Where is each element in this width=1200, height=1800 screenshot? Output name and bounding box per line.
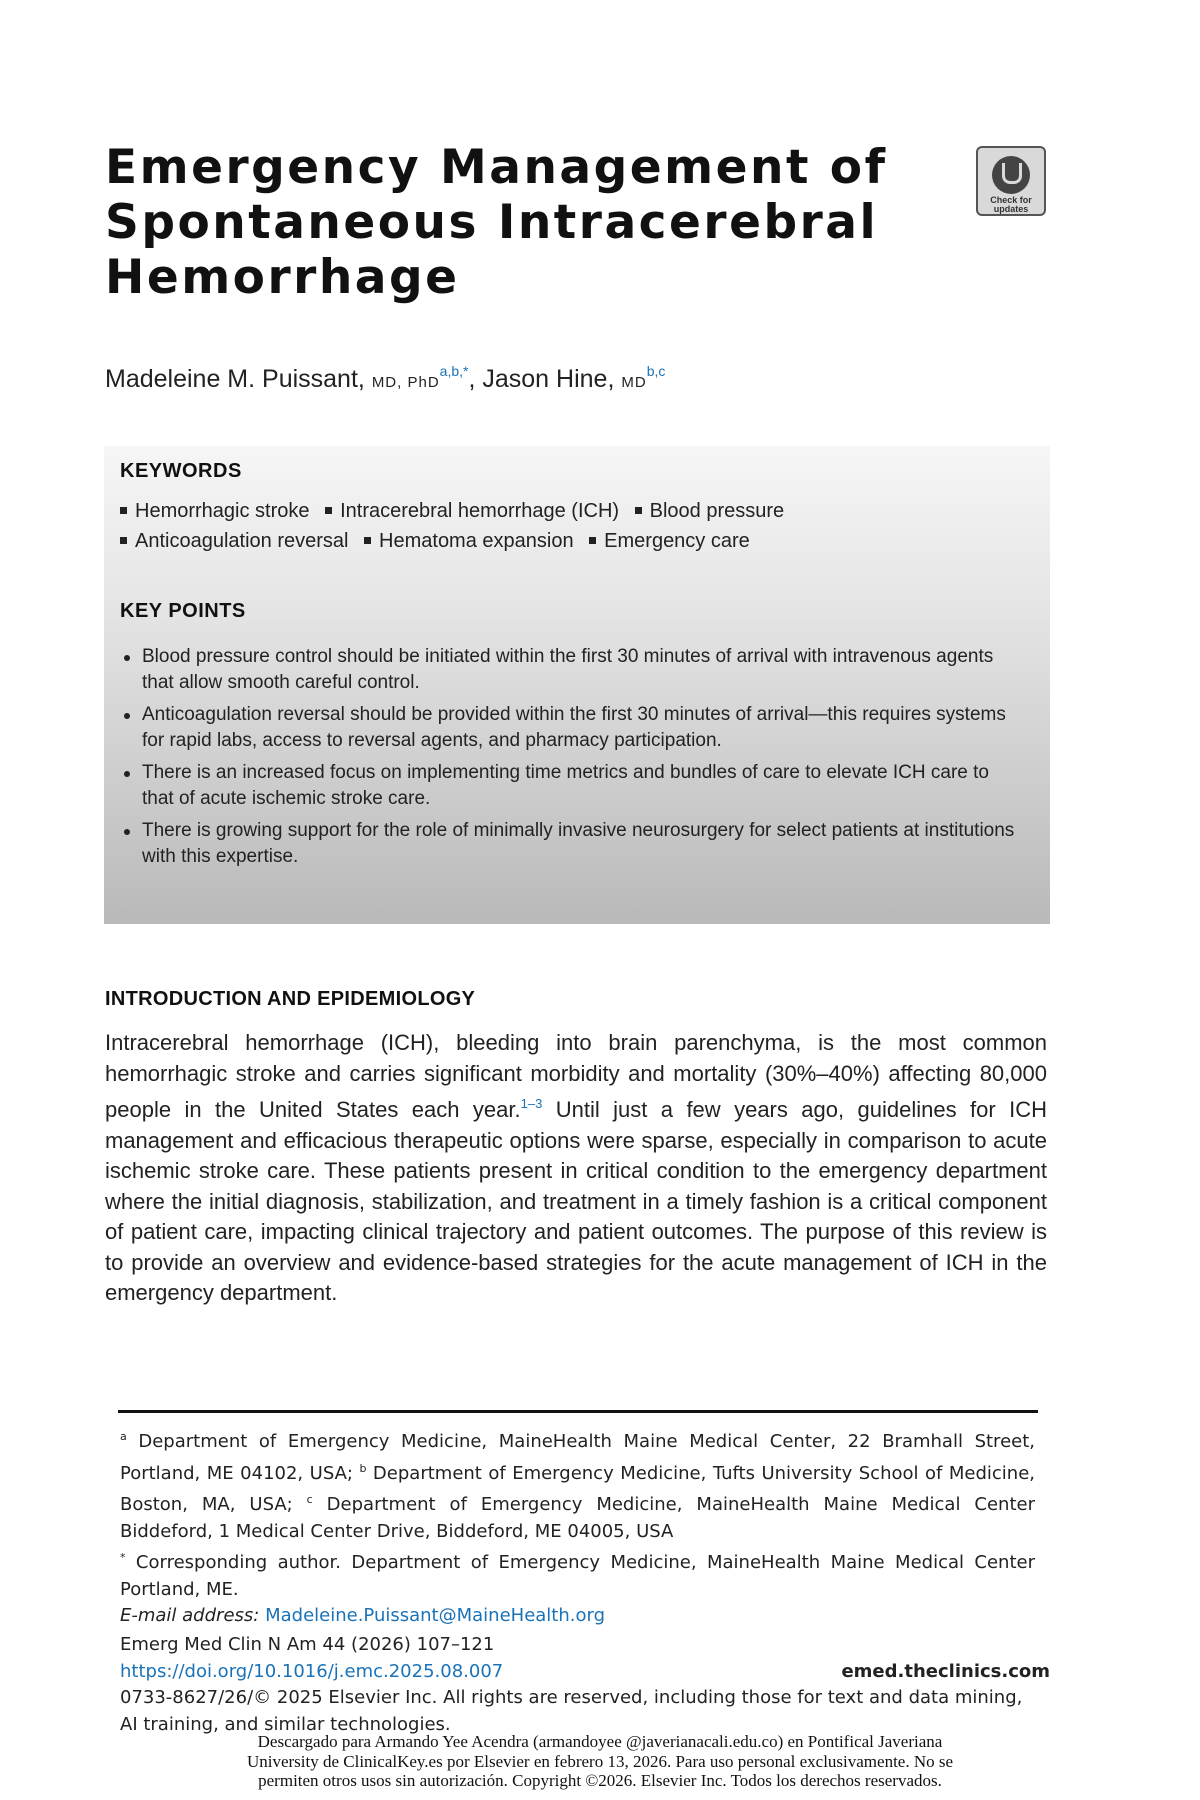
copyright-line: 0733-8627/26/© 2025 Elsevier Inc. All rights are reserved, including those for text and data mining,	[120, 1687, 1023, 1708]
journal-citation: Emerg Med Clin N Am 44 (2026) 107–121	[120, 1634, 495, 1655]
citation-block	[120, 1632, 1050, 1738]
author-affiliation-link[interactable]: b,c	[646, 363, 666, 379]
keywords-line	[120, 530, 760, 553]
key-point: There is an increased focus on implementing time metrics and bundles of care to elevate ICH care to that of acute ischemic stroke care.	[120, 760, 1020, 812]
crossmark-icon	[992, 156, 1030, 194]
author-degree: MD, PhD	[371, 374, 440, 391]
footnote-mark: *	[120, 1551, 126, 1564]
doi-link[interactable]: https://doi.org/10.1016/j.emc.2025.08.007	[120, 1660, 504, 1682]
keyword: Hemorrhagic stroke	[135, 500, 310, 522]
corresponding-author	[120, 1545, 1035, 1603]
keywords-keypoints-box	[104, 446, 1050, 924]
corresponding-text: Corresponding author. Department of Emergency Medicine, MaineHealth Maine Medical Center Portland, ME.	[120, 1552, 1035, 1600]
intro-text: Intracerebral hemorrhage (ICH), bleeding into brain parenchyma, is the most common hemorrhagic stroke and carries significant morbidity and mortality (30%–40%) affecting 80,000 people in the United States each year.	[105, 1030, 1047, 1122]
author-name: Jason Hine,	[482, 365, 615, 393]
keyword: Intracerebral hemorrhage (ICH)	[340, 500, 620, 522]
keyword: Hematoma expansion	[379, 530, 574, 552]
title-line: Spontaneous Intracerebral	[105, 195, 879, 250]
footnote-mark: a	[120, 1430, 127, 1443]
key-point: Anticoagulation reversal should be provided within the first 30 minutes of arrival—this requires systems for rapid labs, access to reversal agents, and pharmacy participation.	[120, 702, 1020, 754]
copyright-line: AI training, and similar technologies.	[120, 1713, 451, 1735]
key-point: There is growing support for the role of minimally invasive neurosurgery for select patients at institutions with this expertise.	[120, 818, 1020, 870]
reference-link[interactable]: 1–3	[520, 1096, 543, 1111]
author-separator: ,	[468, 365, 483, 393]
footnote-mark: c	[306, 1493, 313, 1506]
keyword: Emergency care	[604, 530, 750, 552]
author-affiliation-link[interactable]: a,b,*	[439, 363, 469, 379]
affiliations	[120, 1424, 1035, 1545]
bullet-square-icon	[325, 507, 332, 514]
author-degree: MD	[621, 374, 647, 391]
article-title	[105, 140, 925, 305]
key-points-list	[120, 644, 1020, 876]
bullet-square-icon	[635, 507, 642, 514]
check-for-updates-badge[interactable]	[976, 146, 1046, 216]
footnotes	[120, 1424, 1035, 1630]
title-line: Hemorrhage	[105, 250, 460, 305]
download-notice	[170, 1732, 1030, 1791]
download-line: University de ClinicalKey.es por Elsevier en febrero 13, 2026. Para uso personal exclusivamente. No se	[246, 1751, 954, 1771]
key-point: Blood pressure control should be initiated within the first 30 minutes of arrival with intravenous agents that allow smooth careful control.	[120, 644, 1020, 696]
intro-text: Until just a few years ago, guidelines for ICH management and efficacious therapeutic options were sparse, especially in comparison to acute ischemic stroke care. These patients present in critical condition to the emergency department where the initial diagnosis, stabilization, and treatment in a timely fashion is a critical component of patient care, impacting clinical trajectory and patient outcomes. The purpose of this review is to provide an overview and evidence-based strategies for the acute management of ICH in the emergency department.	[105, 1097, 1047, 1305]
download-line: permiten otros usos sin autorización. Copyright ©2026. Elsevier Inc. Todos los derechos reservados.	[258, 1771, 942, 1790]
affiliation-text: Department of Emergency Medicine, MaineHealth Maine Medical Center Biddeford, 1 Medical Center Drive, Biddeford, ME 04005, USA	[120, 1494, 1036, 1542]
bullet-square-icon	[364, 537, 371, 544]
keywords-line	[120, 500, 794, 523]
download-line: Descargado para Armando Yee Acendra (armandoyee @javerianacali.edu.co) en Pontifical Javeriana	[257, 1732, 943, 1751]
bullet-square-icon	[120, 537, 127, 544]
footnote-mark: b	[359, 1461, 367, 1475]
author-name: Madeleine M. Puissant,	[105, 365, 365, 393]
journal-site: emed.theclinics.com	[841, 1660, 1050, 1682]
affiliation-text: Department of Emergency Medicine, Tufts University School of Medicine, Boston, MA, USA;	[120, 1462, 1035, 1515]
intro-paragraph	[105, 1028, 1047, 1309]
bullet-square-icon	[589, 537, 596, 544]
key-points-heading: KEY POINTS	[120, 600, 246, 622]
email-link[interactable]: Madeleine.Puissant@MaineHealth.org	[265, 1605, 606, 1626]
email-label: E-mail address:	[120, 1605, 260, 1626]
email-line	[120, 1603, 1035, 1630]
bullet-square-icon	[120, 507, 127, 514]
check-for-updates-label: Check for updates	[990, 195, 1032, 214]
keyword: Blood pressure	[649, 500, 785, 522]
keywords-heading: KEYWORDS	[120, 460, 242, 482]
affiliation-text: Department of Emergency Medicine, MaineHealth Maine Medical Center, 22 Bramhall Street, Portland, ME 04102, USA;	[120, 1431, 1035, 1484]
keyword: Anticoagulation reversal	[135, 530, 349, 552]
title-line: Emergency Management of	[105, 140, 888, 195]
footnote-divider	[118, 1410, 1038, 1413]
section-heading: INTRODUCTION AND EPIDEMIOLOGY	[105, 988, 476, 1010]
author-line	[105, 363, 665, 394]
